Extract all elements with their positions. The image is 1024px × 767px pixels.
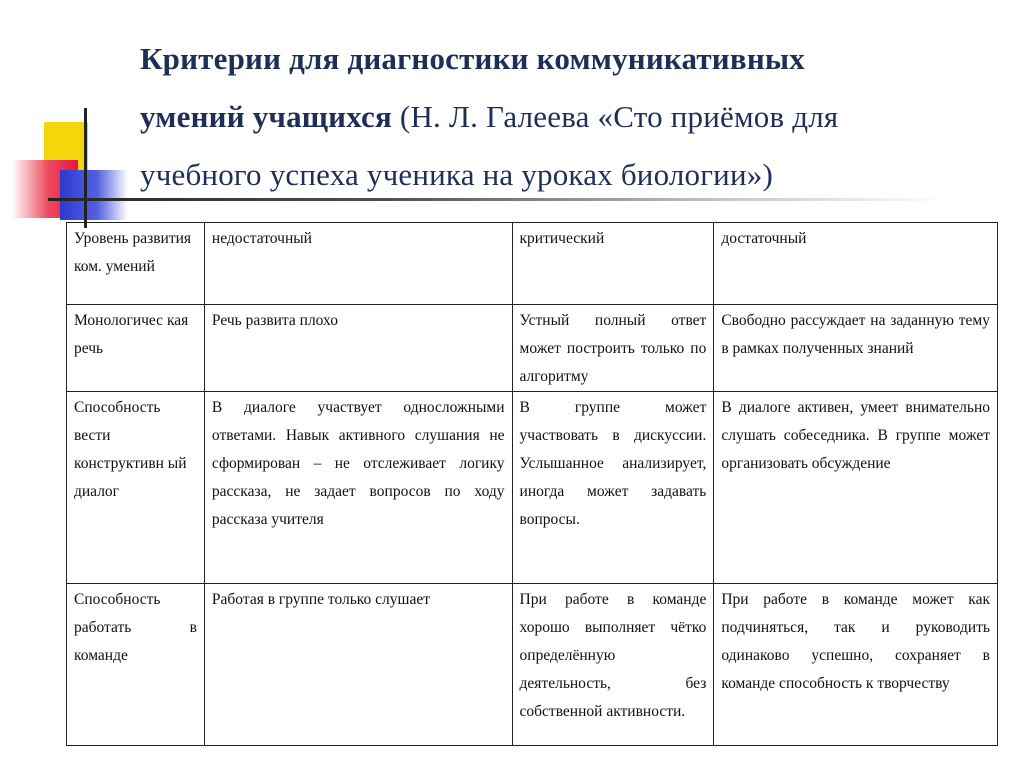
table-cell: Работая в группе только слушает	[204, 584, 512, 746]
header-cell: Уровень развития ком. умений	[67, 223, 205, 305]
table-cell: Способность вести конструктивн ый диалог	[67, 392, 205, 584]
table-cell: В диалоге участвует односложными ответами. Навык активного слушания не сформирован – не отслеживает логику рассказа, не задает вопросов по ходу рассказа учителя	[204, 392, 512, 584]
table-cell: Свободно рассуждает на заданную тему в рамках полученных знаний	[714, 305, 998, 392]
decor-vertical-line	[84, 108, 87, 228]
table-row	[67, 305, 998, 392]
table-cell: Способность работать в команде	[67, 584, 205, 746]
criteria-table	[66, 222, 998, 746]
title-line3: учебного успеха ученика на уроках биологии»)	[140, 157, 773, 192]
header-cell: достаточный	[714, 223, 998, 305]
header-cell: недостаточный	[204, 223, 512, 305]
header-cell: критический	[512, 223, 714, 305]
slide-title	[140, 30, 1000, 204]
decor-blue-square	[60, 170, 128, 220]
table-header-row	[67, 223, 998, 305]
title-line2-bold: умений учащихся	[140, 99, 392, 134]
table-cell: При работе в команде может как подчиняться, так и руководить одинаково успешно, сохраняет в команде способность к творчеству	[714, 584, 998, 746]
table-cell: Устный полный ответ может построить только по алгоритму	[512, 305, 714, 392]
table-row	[67, 392, 998, 584]
title-line2-rest: (Н. Л. Галеева «Сто приёмов для	[391, 99, 839, 134]
table-cell: В группе может участвовать в дискуссии. Услышанное анализирует, иногда может задавать вопросы.	[512, 392, 714, 584]
table-cell: В диалоге активен, умеет внимательно слушать собеседника. В группе может организовать обсуждение	[714, 392, 998, 584]
table-cell: Монологичес кая речь	[67, 305, 205, 392]
table-cell: Речь развита плохо	[204, 305, 512, 392]
table-row	[67, 584, 998, 746]
title-line1: Критерии для диагностики коммуникативных	[140, 41, 805, 76]
table-cell: При работе в команде хорошо выполняет чётко определённую деятельность, без собственной активности.	[512, 584, 714, 746]
